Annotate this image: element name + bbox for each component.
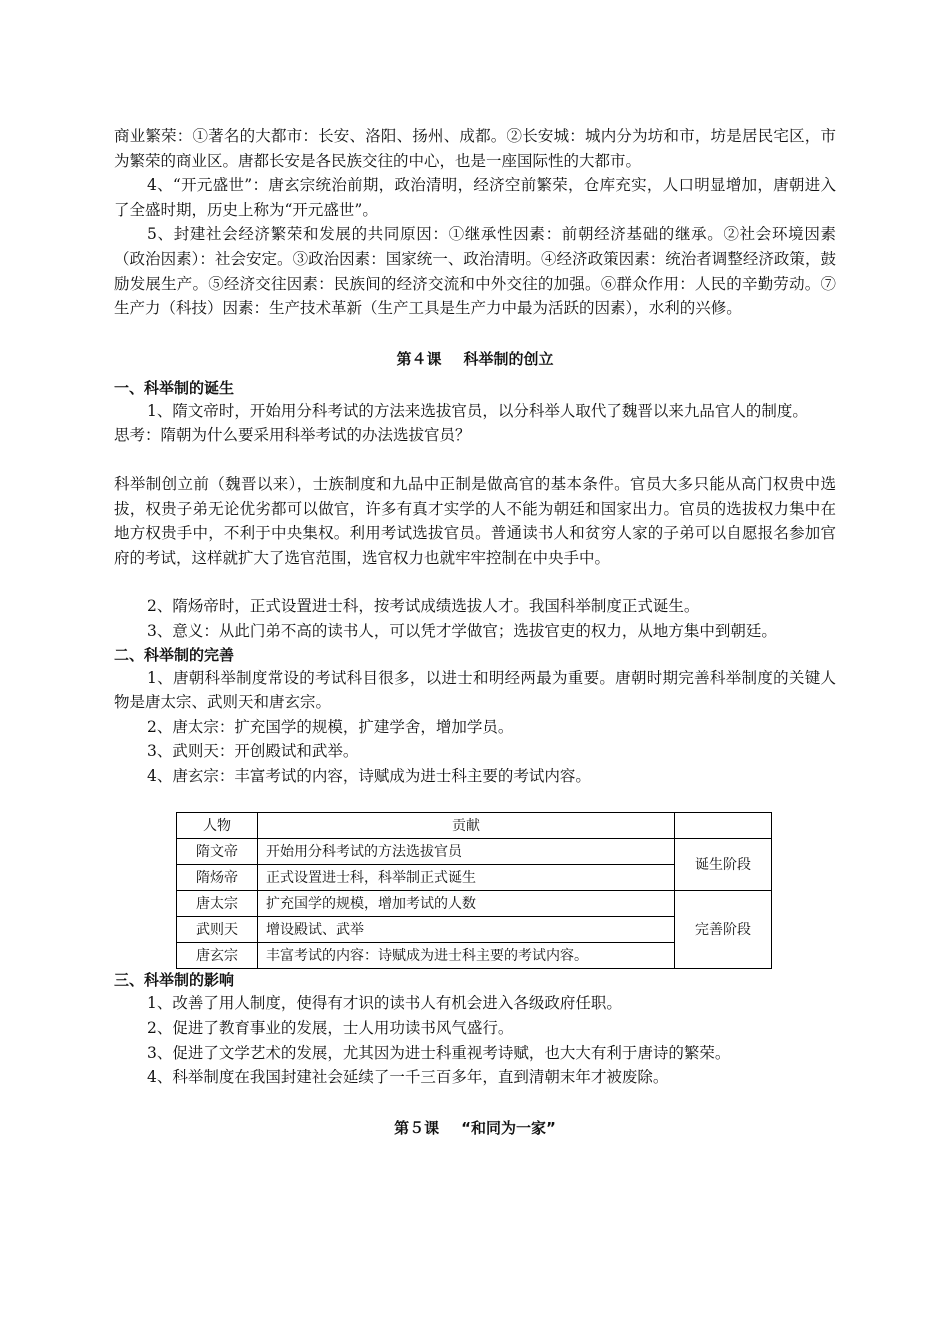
section-3-paragraph-4: 4、科举制度在我国封建社会延续了一千三百多年，直到清朝末年才被废除。 bbox=[147, 1068, 669, 1087]
table-cell-stage-birth: 诞生阶段 bbox=[675, 839, 772, 891]
section-1-paragraph-1: 1、隋文帝时，开始用分科考试的方法来选拔官员，以分科举人取代了魏晋以来九品官人的制度。 bbox=[147, 401, 808, 420]
section-3-paragraph-2: 2、促进了教育事业的发展，士人用功读书风气盛行。 bbox=[147, 1019, 514, 1038]
section-3-heading: 三、科举制的影响 bbox=[114, 971, 235, 990]
contribution-table-wrapper bbox=[176, 812, 836, 969]
table-cell-person: 武则天 bbox=[177, 917, 258, 943]
document-page bbox=[114, 124, 836, 1146]
section-3-paragraph-1: 1、改善了用人制度，使得有才识的读书人有机会进入各级政府任职。 bbox=[147, 994, 622, 1013]
section-2-heading: 二、科举制的完善 bbox=[114, 645, 235, 664]
section-3-paragraph-3: 3、促进了文学艺术的发展，尤其因为进士科重视考诗赋，也大大有利于唐诗的繁荣。 bbox=[147, 1043, 731, 1062]
lesson-4-title: 科举制的创立 bbox=[463, 349, 554, 368]
lesson-5-title: “和同为一家” bbox=[461, 1118, 556, 1137]
table-header-contribution: 贡献 bbox=[258, 813, 675, 839]
section-1-paragraph-3: 3、意义：从此门弟不高的读书人，可以凭才学做官；选拔官吏的权力，从地方集中到朝廷。 bbox=[147, 621, 777, 640]
table-cell-stage-perfect: 完善阶段 bbox=[675, 891, 772, 969]
table-cell-contribution: 开始用分科考试的方法选拔官员 bbox=[258, 839, 675, 865]
table-cell-person: 隋文帝 bbox=[177, 839, 258, 865]
table-cell-person: 隋炀帝 bbox=[177, 865, 258, 891]
table-cell-contribution: 正式设置进士科，科举制正式诞生 bbox=[258, 865, 675, 891]
table-cell-contribution: 丰富考试的内容：诗赋成为进士科主要的考试内容。 bbox=[258, 943, 675, 969]
section-2-paragraph-4: 4、唐玄宗：丰富考试的内容，诗赋成为进士科主要的考试内容。 bbox=[147, 766, 591, 785]
section-1-paragraph-2: 2、隋炀帝时，正式设置进士科，按考试成绩选拔人才。我国科举制度正式诞生。 bbox=[147, 597, 700, 616]
section-1-heading: 一、科举制的诞生 bbox=[114, 378, 235, 397]
table-header-stage bbox=[675, 813, 772, 839]
intro-paragraph-1: 商业繁荣：①著名的大都市：长安、洛阳、扬州、成都。②长安城：城内分为坊和市，坊是居民宅区，市为繁荣的商业区。唐都长安是各民族交往的中心，也是一座国际性的大都市。 bbox=[114, 127, 836, 170]
think-answer: 科举制创立前（魏晋以来），士族制度和九品中正制是做高官的基本条件。官员大多只能从高门权贵中选拔，权贵子弟无论优劣都可以做官，许多有真才实学的人不能为朝廷和国家出力。官员的选拔权力集中在地方权贵手中，不利于中央集权。利用考试选拔官员。普通读书人和贫穷人家的子弟可以自愿报名参加官府的考试，这样就扩大了选官范围，选官权力也就牢牢控制在中央手中。 bbox=[114, 474, 836, 567]
table-cell-contribution: 扩充国学的规模，增加考试的人数 bbox=[258, 891, 675, 917]
table-cell-contribution: 增设殿试、武举 bbox=[258, 917, 675, 943]
lesson-5-number: 第５课 bbox=[394, 1118, 440, 1137]
lesson-4-heading bbox=[114, 347, 836, 371]
section-2-paragraph-2: 2、唐太宗：扩充国学的规模，扩建学舍，增加学员。 bbox=[147, 717, 514, 736]
section-2-paragraph-3: 3、武则天：开创殿试和武举。 bbox=[147, 742, 359, 761]
intro-paragraph-2: 4、“开元盛世”：唐玄宗统治前期，政治清明，经济空前繁荣，仓库充实，人口明显增加，唐朝进入了全盛时期，历史上称为“开元盛世”。 bbox=[114, 176, 836, 219]
lesson-5-heading bbox=[114, 1116, 836, 1140]
lesson-4-number: 第４课 bbox=[396, 349, 442, 368]
table-row bbox=[177, 839, 772, 865]
think-question: 思考：隋朝为什么要采用科举考试的办法选拔官员？ bbox=[114, 426, 471, 445]
table-cell-person: 唐玄宗 bbox=[177, 943, 258, 969]
table-row bbox=[177, 891, 772, 917]
intro-paragraph-3: 5、封建社会经济繁荣和发展的共同原因：①继承性因素：前朝经济基础的继承。②社会环境因素（政治因素）：社会安定。③政治因素：国家统一、政治清明。④经济政策因素：统治者调整经济政策，鼓励发展生产。⑤经济交往因素：民族间的经济交流和中外交往的加强。⑥群众作用：人民的辛勤劳动。⑦生产力（科技）因素：生产技术革新（生产工具是生产力中最为活跃的因素），水利的兴修。 bbox=[114, 225, 836, 318]
section-2-paragraph-1: 1、唐朝科举制度常设的考试科目很多，以进士和明经两最为重要。唐朝时期完善科举制度的关键人物是唐太宗、武则天和唐玄宗。 bbox=[114, 668, 836, 712]
table-header-person: 人物 bbox=[177, 813, 258, 839]
contribution-table bbox=[176, 812, 772, 969]
table-header-row bbox=[177, 813, 772, 839]
table-cell-person: 唐太宗 bbox=[177, 891, 258, 917]
